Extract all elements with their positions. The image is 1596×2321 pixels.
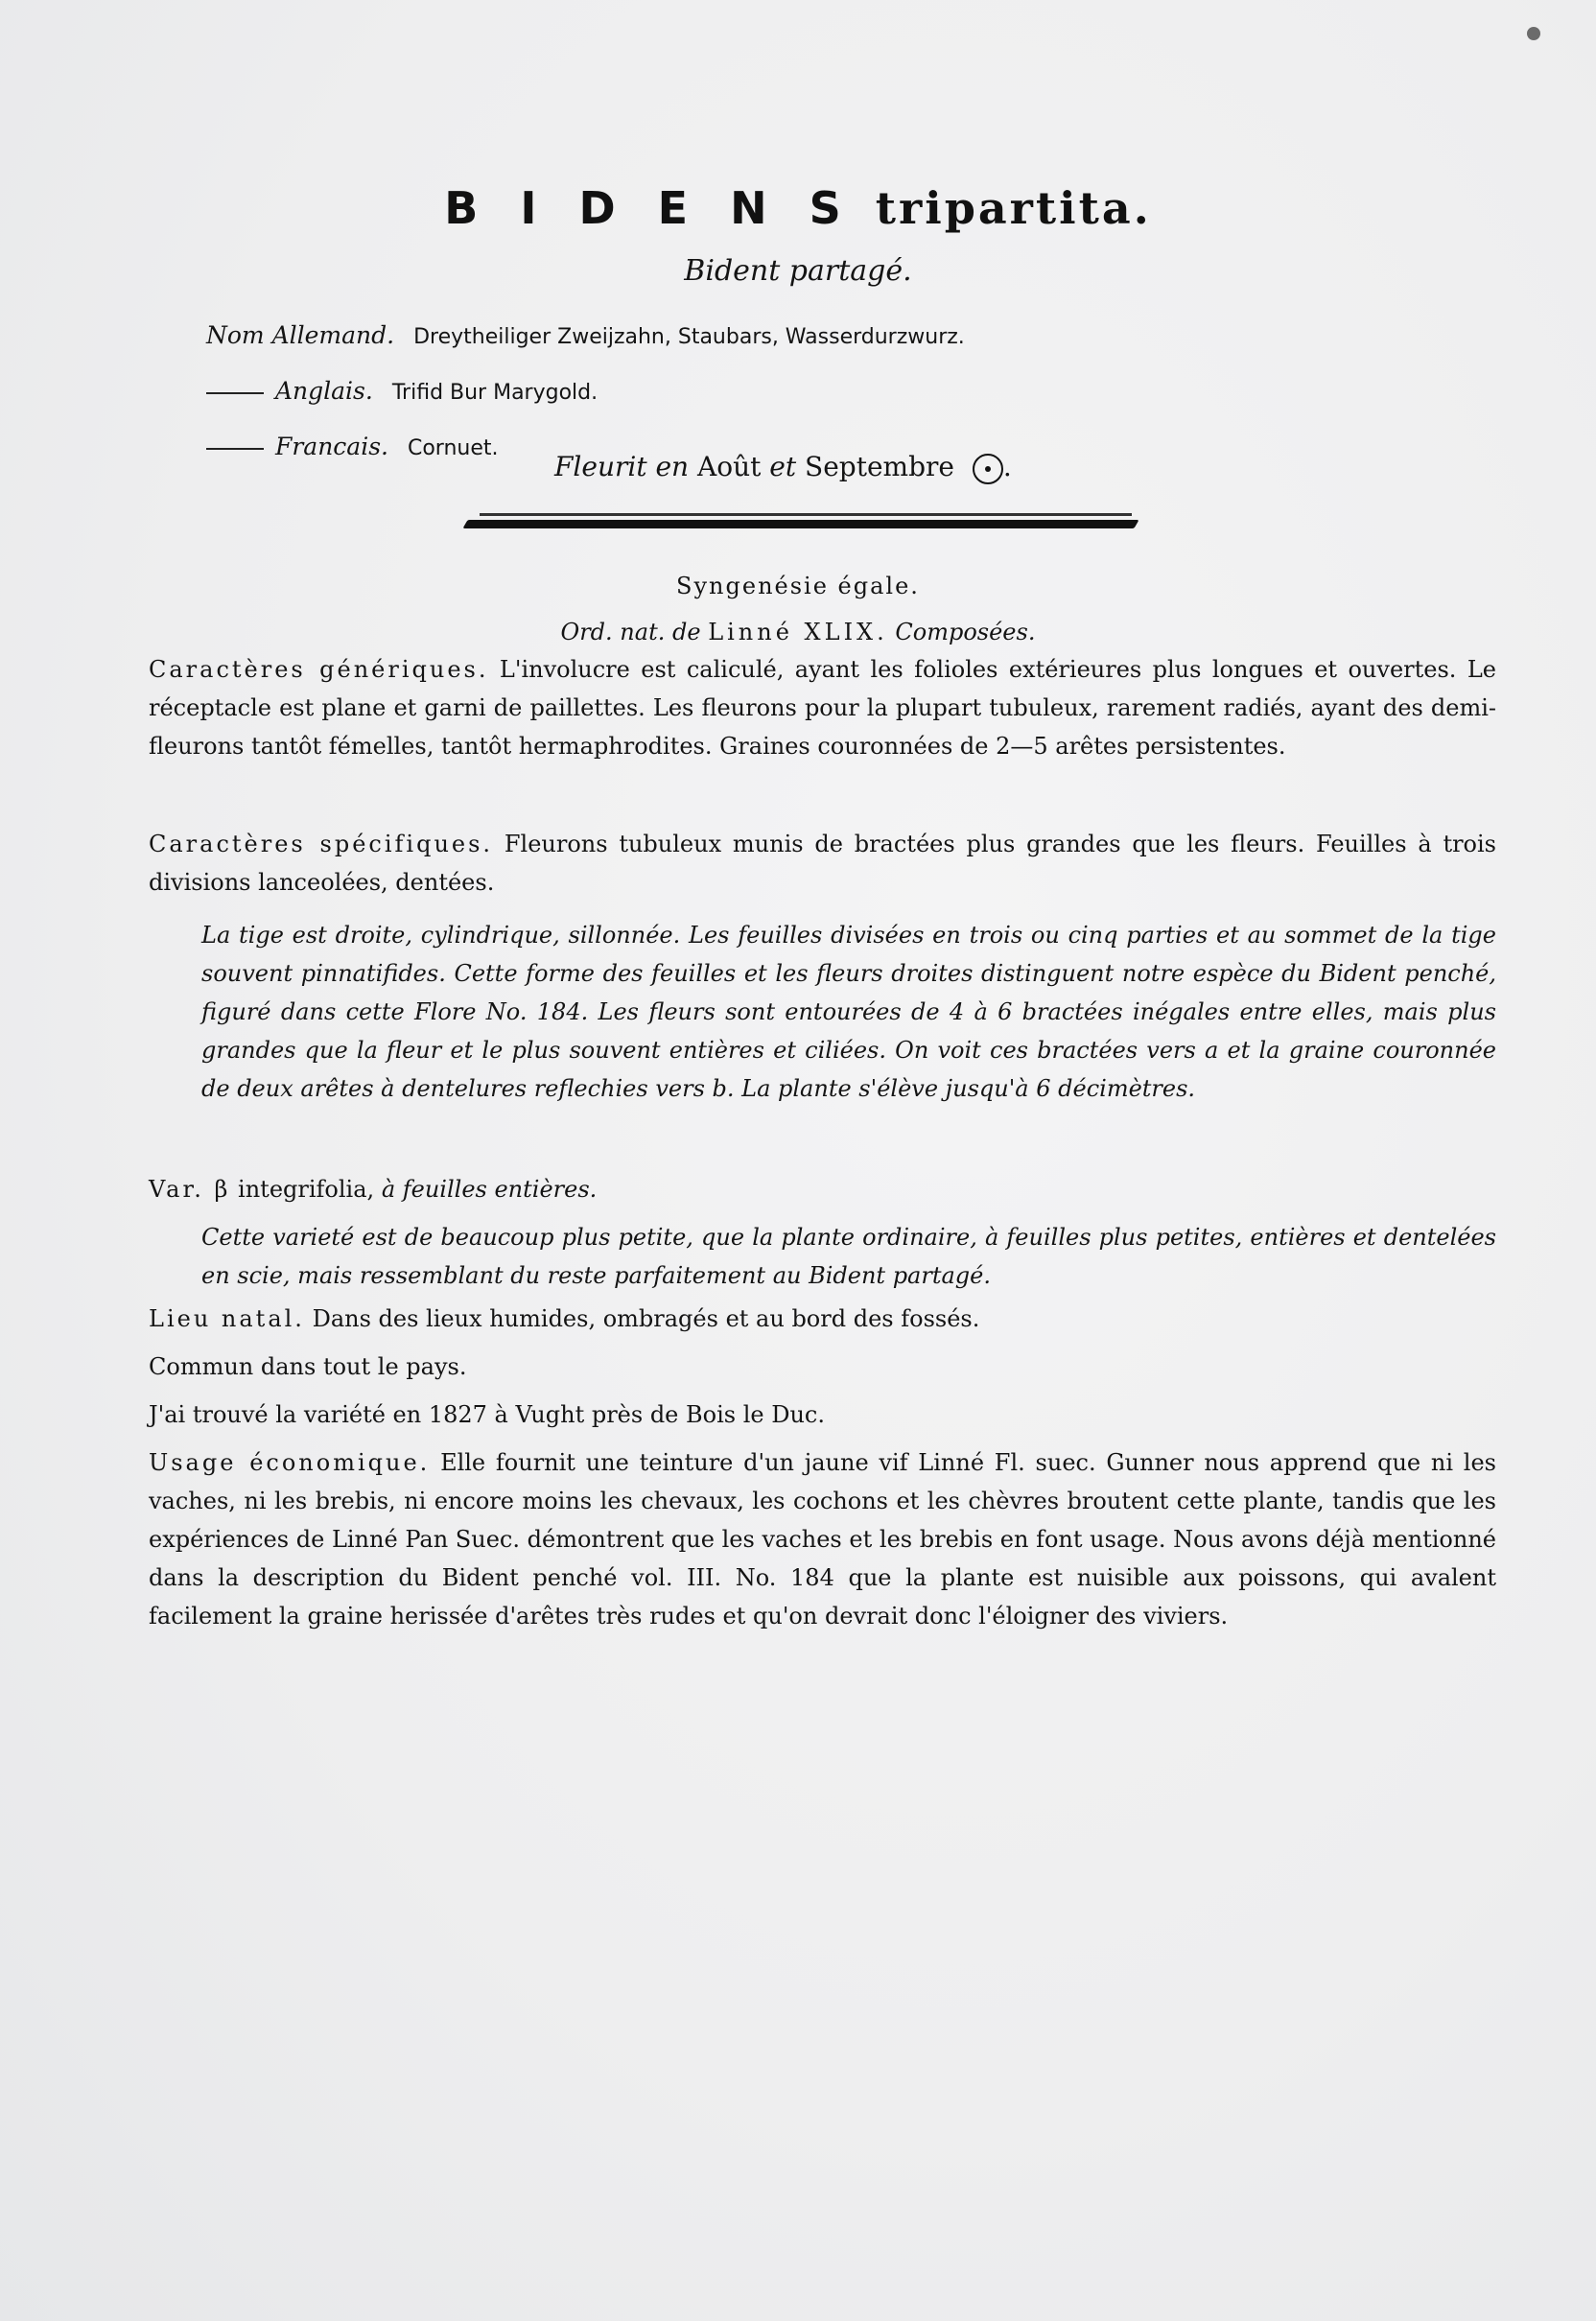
variety-name: integrifolia, (238, 1176, 375, 1203)
finding-text: J'ai trouvé la variété en 1827 à Vught près de Bois le Duc. (149, 1401, 825, 1428)
name-row-german (206, 321, 965, 377)
frequency-text: Commun dans tout le pays. (149, 1353, 467, 1380)
economic-use (149, 1443, 1496, 1635)
variety-note: à feuilles entières. (381, 1176, 598, 1203)
variety-description (149, 1218, 1496, 1295)
bloom-month: Septembre (805, 451, 954, 482)
bloom-text: et (769, 451, 797, 482)
section-text: L'involucre est caliculé, ayant les folioles extérieures plus longues et ouvertes. Le réceptacle est plane et garni de paillettes. Les fleurons pour la plupart tubuleux, rarement radiés, ayant des demi-fleurons tantôt fémelles, tantôt hermaphrodites. Graines couronnées de 2—5 arêtes persistentes. (149, 656, 1496, 760)
specific-characters (149, 825, 1496, 902)
thin-rule (480, 513, 1132, 516)
name-row-english (206, 377, 965, 433)
dash-rule (206, 392, 264, 394)
bloom-month: Août (697, 451, 762, 482)
section-heading: Usage économique. (149, 1449, 431, 1476)
variety-label: Var. β (149, 1176, 231, 1203)
name-value: Trifid Bur Marygold. (391, 381, 598, 405)
generic-characters (149, 650, 1496, 765)
section-heading: Caractères génériques. (149, 656, 489, 683)
blooming-line: Fleurit en Août et Septembre . (554, 451, 1012, 482)
bloom-text: Fleurit en (554, 451, 690, 482)
section-heading: Caractères spécifiques. (149, 831, 494, 857)
section-heading: Lieu natal. (149, 1305, 305, 1332)
order-prefix: Ord. nat. de (560, 619, 701, 645)
genus-name: B I D E N S (444, 182, 855, 234)
family-name: Composées. (895, 619, 1036, 645)
name-label: Anglais. (275, 377, 373, 405)
ink-spot (1527, 27, 1540, 40)
finding-note (149, 1395, 1496, 1434)
name-label: Francais. (275, 433, 388, 460)
name-value: Cornuet. (407, 436, 499, 460)
thick-rule (462, 520, 1138, 528)
dash-rule (206, 448, 264, 450)
plant-description (149, 916, 1496, 1108)
linnaean-class: Syngenésie égale. (676, 573, 920, 599)
section-text: Elle fournit une teinture d'un jaune vif Linné Fl. suec. Gunner nous apprend que ni les vaches, ni les brebis, ni encore moins les chevaux, les cochons et les chèvres broutent cette plante, tandis que les expériences de Linné Pan Suec. démontrent que les vaches et les brebis en font usage. Nous avons déjà mentionné dans la description du Bident penché vol. III. No. 184 que la plante est nuisible aux poissons, qui avalent facilement la graine herissée d'arêtes très rudes et qu'on devrait donc l'éloigner des viviers. (149, 1449, 1496, 1629)
frequency (149, 1348, 1496, 1386)
section-text: Fleurons tubuleux munis de bractées plus grandes que les fleurs. Feuilles à trois divisions lanceolées, dentées. (149, 831, 1496, 896)
description-text: La tige est droite, cylindrique, sillonnée. Les feuilles divisées en trois ou cinq parties et au sommet de la tige souvent pinnatifides. Cette forme des feuilles et les fleurs droites distinguent notre espèce du Bident penché, figuré dans cette Flore No. 184. Les fleurs sont entourées de 4 à 6 bractées inégales entre elles, mais plus grandes que la fleur et le plus souvent entières et ciliées. On voit ces bractées vers a et la graine couronnée de deux arêtes à dentelures reflechies vers b. La plante s'élève jusqu'à 6 décimètres. (201, 922, 1496, 1102)
name-value: Dreytheiliger Zweijzahn, Staubars, Wasserdurzwurz. (413, 325, 965, 349)
name-label: Nom Allemand. (206, 321, 395, 349)
variety-text: Cette varieté est de beaucoup plus petite, que la plante ordinaire, à feuilles plus petites, entières et dentelées en scie, mais ressemblant du reste parfaitement au Bident partagé. (201, 1224, 1496, 1289)
page-title (0, 182, 1596, 234)
french-subtitle: Bident partagé. (684, 254, 912, 288)
species-name: tripartita. (875, 182, 1152, 234)
annual-symbol-icon (973, 454, 1003, 484)
natural-order (0, 619, 1596, 645)
section-text: Dans des lieux humides, ombragés et au bord des fossés. (312, 1305, 980, 1332)
order-name: Linné XLIX. (708, 619, 888, 645)
habitat (149, 1300, 1496, 1338)
variety-heading (149, 1170, 1496, 1208)
